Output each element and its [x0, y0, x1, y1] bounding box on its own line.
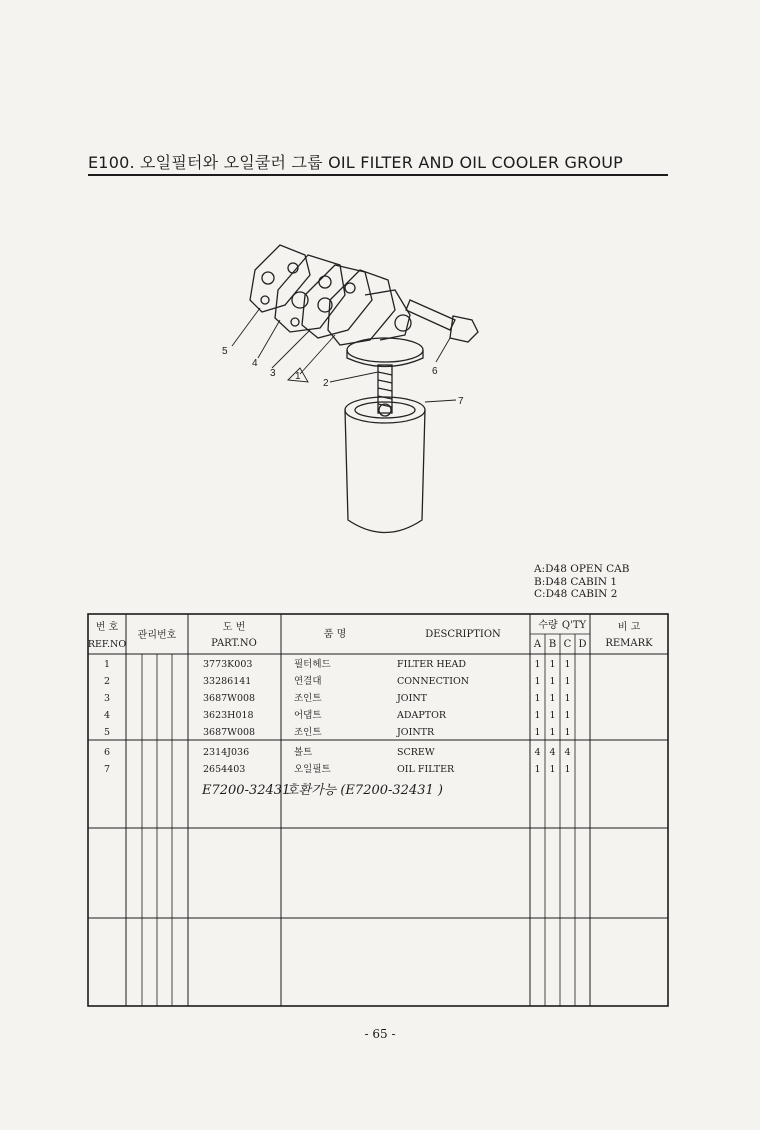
cell-description: JOINT	[397, 693, 427, 704]
header-part-en: PART.NO	[211, 638, 257, 649]
page-title: E100. 오일필터와 오일쿨러 그룹 OIL FILTER AND OIL COOLER GROUP	[88, 153, 624, 172]
cell-description: CONNECTION	[397, 676, 470, 687]
header-remark-en: REMARK	[605, 638, 653, 649]
cell-qty-a: 4	[534, 747, 541, 758]
header-qty-d: D	[578, 639, 587, 650]
cell-description: OIL FILTER	[397, 764, 455, 775]
legend-b: B:D48 CABIN 1	[534, 575, 618, 588]
cell-qty-b: 1	[549, 676, 556, 687]
cell-ref: 4	[103, 710, 111, 721]
cell-qty-b: 1	[549, 710, 556, 721]
cell-qty-c: 1	[564, 676, 571, 687]
cell-qty-a: 1	[534, 764, 541, 775]
cell-qty-a: 1	[534, 676, 541, 687]
cell-name-ko: 볼트	[294, 747, 313, 758]
cell-ref: 6	[103, 747, 111, 758]
cell-qty-c: 1	[564, 764, 571, 775]
callout-5: 5	[222, 346, 228, 357]
header-qty-a: A	[533, 639, 542, 650]
handwritten-part: E7200-32431	[202, 783, 291, 798]
header-ref-en: REF.NO	[87, 639, 127, 650]
cell-qty-b: 4	[549, 747, 556, 758]
cell-qty-b: 1	[549, 727, 556, 738]
header-remark-ko: 비 고	[617, 622, 641, 633]
callout-1: 1	[295, 371, 301, 382]
cell-qty-a: 1	[534, 659, 541, 670]
callout-4: 4	[252, 358, 258, 369]
cell-name-ko: 어댑트	[294, 710, 322, 721]
callout-7: 7	[458, 396, 464, 407]
header-name-ko: 품 명	[323, 629, 347, 640]
cell-qty-a: 1	[534, 727, 541, 738]
cell-description: ADAPTOR	[397, 710, 447, 721]
legend-c: C:D48 CABIN 2	[534, 588, 618, 600]
cell-ref: 1	[103, 659, 111, 670]
cell-ref: 7	[103, 764, 111, 775]
cell-ref: 5	[103, 727, 111, 738]
cell-qty-b: 1	[549, 764, 556, 775]
header-desc-en: DESCRIPTION	[425, 629, 501, 640]
cell-qty-b: 1	[549, 693, 556, 704]
cell-part-no: 3623H018	[203, 710, 254, 721]
cell-name-ko: 필터헤드	[294, 659, 331, 670]
legend-a: A:D48 OPEN CAB	[534, 563, 630, 575]
header-qty-en: Q'TY	[561, 620, 587, 631]
cell-ref: 2	[103, 676, 111, 687]
header-qty-c: C	[563, 639, 572, 650]
header-part-ko: 도 번	[222, 622, 246, 633]
cell-qty-c: 1	[564, 727, 571, 738]
cell-part-no: 3687W008	[203, 727, 256, 738]
callout-3: 3	[270, 368, 276, 379]
page-number: - 65 -	[364, 1027, 396, 1041]
cell-qty-a: 1	[534, 693, 541, 704]
cell-qty-c: 1	[564, 693, 571, 704]
cell-part-no: 3773K003	[203, 659, 253, 670]
cell-part-no: 33286141	[203, 676, 252, 687]
cell-part-no: 2314J036	[203, 747, 250, 758]
cell-part-no: 2654403	[203, 764, 246, 775]
cell-description: JOINTR	[397, 727, 435, 738]
cell-description: FILTER HEAD	[397, 659, 467, 670]
cell-ref: 3	[103, 693, 111, 704]
cell-qty-a: 1	[534, 710, 541, 721]
handwritten-note: 호환가능 (E7200-32431 )	[286, 783, 443, 798]
cell-name-ko: 연결대	[294, 676, 322, 687]
header-qty-ko: 수량	[538, 620, 558, 631]
header-qty-b: B	[548, 639, 557, 650]
cell-name-ko: 조인트	[294, 727, 322, 738]
callout-2: 2	[323, 378, 329, 389]
cell-description: SCREW	[397, 747, 435, 758]
cell-name-ko: 오일필트	[294, 764, 331, 775]
cell-qty-c: 1	[564, 659, 571, 670]
cell-qty-b: 1	[549, 659, 556, 670]
cell-qty-c: 4	[564, 747, 571, 758]
cell-qty-c: 1	[564, 710, 571, 721]
callout-6: 6	[432, 366, 438, 377]
cell-name-ko: 조인트	[294, 693, 322, 704]
header-mgmt-ko: 관리번호	[137, 630, 177, 641]
cell-part-no: 3687W008	[203, 693, 256, 704]
header-ref-ko: 번 호	[95, 622, 119, 633]
